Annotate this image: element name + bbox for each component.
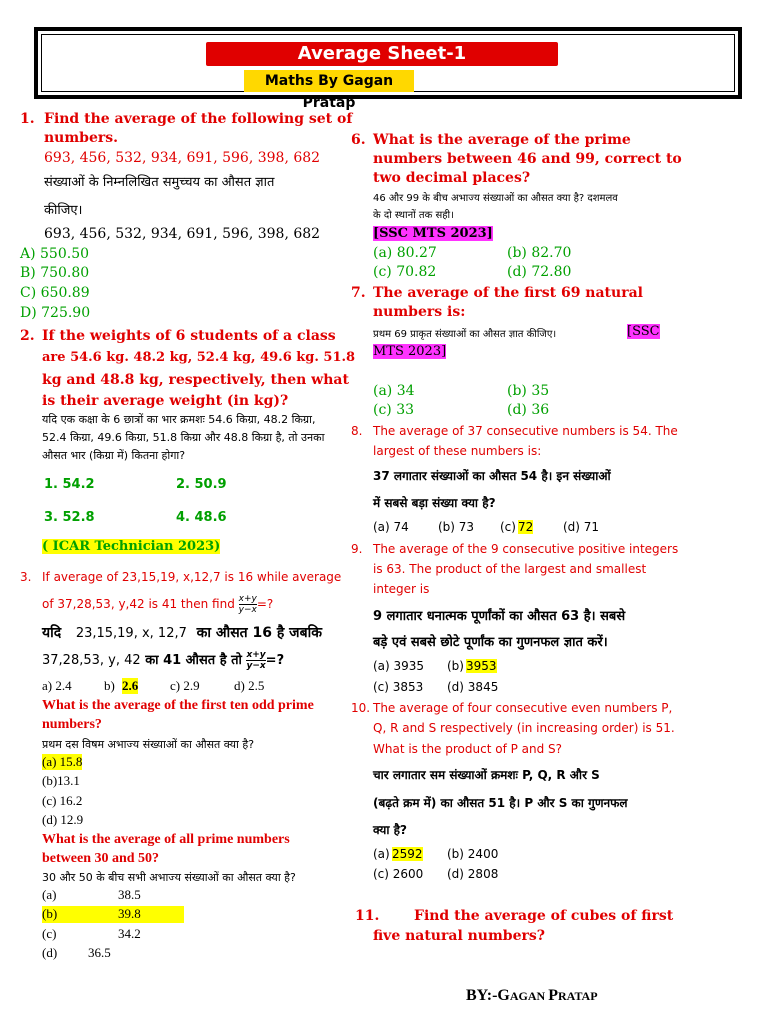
q7-source-part1: [SSC [627,324,660,339]
q10-option-d: (d) 2808 [447,867,499,881]
q9-number: 9. [351,542,363,556]
q3-line1: If average of 23,15,19, x,12,7 is 16 while average [42,570,342,584]
qb-option-c-value: 34.2 [118,926,141,941]
q2-hindi2: 52.4 किग्रा, 49.6 किग्रा, 51.8 किग्रा और 48.8 किग्रा है, तो उनका [42,431,325,444]
q7-hindi: प्रथम 69 प्राकृत संख्याओं का औसत ज्ञात कीजिए। [373,329,557,340]
q10-line1: The average of four consecutive even numbers P, [373,701,673,715]
q3-option-a: a) 2.4 [42,678,72,693]
q8-hindi2: में सबसे बड़ा संख्या क्या है? [373,496,496,510]
q3-number: 3. [20,570,32,584]
q1-numbers-red: 693, 456, 532, 934, 691, 596, 398, 682 [44,150,321,166]
q1-line2: numbers. [44,130,118,146]
footer-author: BY:-GAGAN PRATAP [466,987,598,1004]
qa-option-d: (d) 12.9 [42,812,84,827]
q8-option-a: (a) 74 [373,520,409,534]
q10-number: 10. [351,701,371,715]
q6-line2: numbers between 46 and 99, correct to [373,151,682,167]
q1-option-a: A) 550.50 [20,246,90,262]
q10-hindi3: क्या है? [373,823,407,837]
q11-line2: five natural numbers? [373,928,545,944]
q10-option-c: (c) 2600 [373,867,424,881]
q3-line2: of 37,28,53, y,42 is 41 then find $\frac{x+y}{y-x}$ =? [42,594,274,615]
q1-option-d: D) 725.90 [20,305,91,321]
qa-line2: numbers? [42,717,102,732]
q1-hindi1: संख्याओं के निम्नलिखित समुच्चय का औसत ज्ञात [44,175,275,190]
q6-option-b: (b) 82.70 [507,245,572,261]
q2-line3: kg and 48.8 kg, respectively, then what [42,372,349,388]
q10-option-a-label: (a) [373,847,390,861]
q2-option-2: 2. 50.9 [176,477,227,492]
qb-option-b-value: 39.8 [118,906,141,921]
q3-hindi1: यदि 23,15,19, x, 12,7 का औसत 16 है जबकि [42,625,322,641]
q1-option-c: C) 650.89 [20,285,90,301]
q2-hindi3: औसत भार (किग्रा में) कितना होगा? [42,449,186,462]
qb-line2: between 30 and 50? [42,851,160,866]
q9-line2: is 63. The product of the largest and smallest [373,562,647,576]
qb-option-b-highlight [42,906,184,923]
qa-option-c: (c) 16.2 [42,793,83,808]
q2-source-badge: ( ICAR Technician 2023) [42,539,221,554]
q8-number: 8. [351,424,363,438]
qb-option-c-label: (c) [42,926,57,941]
qb-line1: What is the average of all prime numbers [42,832,290,847]
q7-line2: numbers is: [373,304,466,320]
q8-line2: largest of these numbers is: [373,444,542,458]
q9-hindi1: 9 लगातार धनात्मक पूर्णांकों का औसत 63 है। सबसे [373,609,626,624]
q10-option-b: (b) 2400 [447,847,499,861]
q8-option-d: (d) 71 [563,520,600,534]
q2-option-3: 3. 52.8 [44,510,95,525]
sheet-title: Average Sheet-1 [206,42,558,66]
q6-line1: What is the average of the prime [373,132,631,148]
q9-option-c: (c) 3853 [373,680,424,694]
q3-option-d: d) 2.5 [234,678,265,693]
q9-option-b-value: 3953 [466,659,497,673]
q6-option-a: (a) 80.27 [373,245,437,261]
qb-hindi: 30 और 50 के बीच सभी अभाज्य संख्याओं का औसत क्या है? [42,871,296,884]
q7-line1: The average of the first 69 natural [373,285,643,301]
q2-option-4: 4. 48.6 [176,510,227,525]
q3-option-c: c) 2.9 [170,678,200,693]
qb-option-b-label: (b) [42,906,58,921]
q8-option-c-value: 72 [518,520,534,534]
q7-option-b: (b) 35 [507,383,550,399]
q6-source-badge: [SSC MTS 2023] [373,226,493,241]
q7-number: 7. [351,285,366,301]
q6-option-d: (d) 72.80 [507,264,572,280]
sheet-subtitle: Maths By Gagan Pratap [244,70,414,92]
q10-option-a-value: 2592 [392,847,423,861]
q6-number: 6. [351,132,366,148]
q9-option-a: (a) 3935 [373,659,425,673]
q8-hindi1: 37 लगातार संख्याओं का औसत 54 है। इन संख्याओं [373,469,611,483]
q3-option-b-value: 2.6 [122,678,139,693]
q11-number: 11. [355,908,380,924]
q10-hindi1: चार लगातार सम संख्याओं क्रमशः P, Q, R और S [373,768,600,782]
q10-line3: What is the product of P and S? [373,742,563,756]
q9-line3: integer is [373,582,430,596]
q9-hindi2: बड़े एवं सबसे छोटे पूर्णांक का गुणनफल ज्ञात करें। [373,635,608,650]
q2-option-1: 1. 54.2 [44,477,95,492]
q8-option-c-label: (c) [500,520,516,534]
q7-option-a: (a) 34 [373,383,415,399]
q3-hindi2: 37,28,53, y, 42 का 41 औसत है तो $\frac{x+y}{y-x}$ =? [42,650,285,671]
q10-hindi2: (बढ़ते क्रम में) का औसत 51 है। P और S का गुणनफल [373,796,628,810]
qb-option-a-value: 38.5 [118,887,141,902]
qb-option-d-label: (d) [42,945,58,960]
q11-line1: Find the average of cubes of first [414,908,674,924]
qa-option-b: (b)13.1 [42,773,80,788]
qa-hindi: प्रथम दस विषम अभाज्य संख्याओं का औसत क्या है? [42,738,255,751]
q1-option-b: B) 750.80 [20,265,90,281]
q9-option-b-label: (b) [447,659,464,673]
q9-option-d: (d) 3845 [447,680,499,694]
q6-hindi1: 46 और 99 के बीच अभाज्य संख्याओं का औसत क्या है? दशमलव [373,193,618,204]
q8-option-b: (b) 73 [438,520,475,534]
q2-number: 2. [20,328,35,344]
q7-source-part2: MTS 2023] [373,344,447,359]
q6-option-c: (c) 70.82 [373,264,437,280]
qa-line1: What is the average of the first ten odd prime [42,698,314,713]
qa-option-a: (a) 15.8 [42,754,83,769]
q7-option-d: (d) 36 [507,402,550,418]
qb-option-a-label: (a) [42,887,57,902]
q8-line1: The average of 37 consecutive numbers is 54. The [373,424,678,438]
q2-hindi1: यदि एक कक्षा के 6 छात्रों का भार क्रमशः 54.6 किग्रा, 48.2 किग्रा, [42,413,316,426]
q6-hindi2: के दो स्थानों तक सही। [373,210,454,221]
q1-line1: Find the average of the following set of [44,111,353,127]
q9-line1: The average of the 9 consecutive positive integers [373,542,679,556]
q2-line1: If the weights of 6 students of a class [42,328,336,344]
q1-numbers-black: 693, 456, 532, 934, 691, 596, 398, 682 [44,226,321,242]
q3-option-b-label: b) [104,678,115,693]
qb-option-d-value: 36.5 [88,945,111,960]
q10-line2: Q, R and S respectively (in increasing order) is 51. [373,721,675,735]
q2-line4: is their average weight (in kg)? [42,393,289,409]
q6-line3: two decimal places? [373,170,531,186]
q1-number: 1. [20,111,35,127]
q1-hindi2: कीजिए। [44,203,83,218]
q7-option-c: (c) 33 [373,402,415,418]
q2-line2: are 54.6 kg. 48.2 kg, 52.4 kg, 49.6 kg. 51.8 [42,350,356,365]
